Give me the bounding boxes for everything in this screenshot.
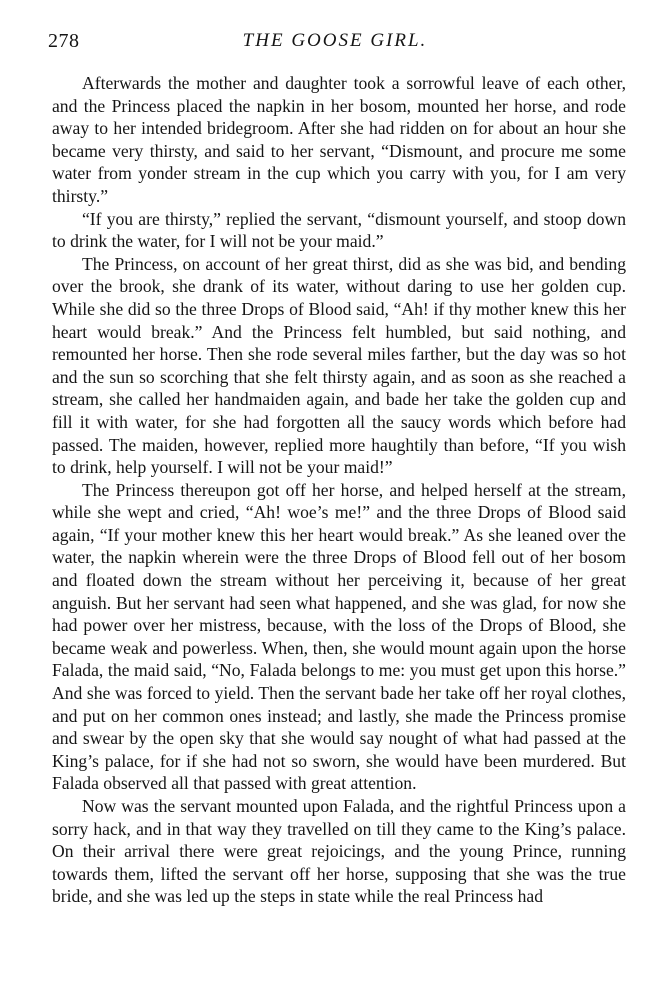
paragraph: “If you are thirsty,” replied the servant, “dismount yourself, and stoop down to drink the water, for I will not be your maid.” xyxy=(52,208,626,252)
paragraph: The Princess, on account of her great thirst, did as she was bid, and bending over the brook, she drank of its water, without daring to use her golden cup. While she did so the three Drops of Blood said, “Ah! if thy mother knew this her heart would break.” And the Princess felt humbled, but said nothing, and remounted her horse. Then she rode several miles farther, but the day was so hot and the sun so scorching that she felt thirsty again, and as soon as she reached a stream, she called her handmaiden again, and bade her take the golden cup and fill it with water, for she had forgotten all the saucy words which before had passed. The maiden, however, replied more haughtily than before, “If you wish to drink, help yourself. I will not be your maid!” xyxy=(52,253,626,478)
paragraph: Afterwards the mother and daughter took a sorrowful leave of each other, and the Princess placed the napkin in her bosom, mounted her horse, and rode away to her intended bridegroom. After she had ridden on for about an hour she became very thirsty, and said to her servant, “Dismount, and procure me some water from yonder stream in the cup which you carry with you, for I am very thirsty.” xyxy=(52,73,626,206)
body-text xyxy=(52,72,626,908)
paragraph: Now was the servant mounted upon Falada, and the rightful Princess upon a sorry hack, and in that way they travelled on till they came to the King’s palace. On their arrival there were great rejoicings, and the young Prince, running towards them, lifted the servant off her horse, supposing that she was the true bride, and she was led up the steps in state while the real Princess had xyxy=(52,796,626,907)
page-number: 278 xyxy=(48,30,80,52)
paragraph: The Princess thereupon got off her horse, and helped herself at the stream, while she wept and cried, “Ah! woe’s me!” and the three Drops of Blood said again, “If your mother knew this her heart would break.” As she leaned over the water, the napkin wherein were the three Drops of Blood fell out of her bosom and floated down the stream without her perceiving it, because of her great anguish. But her servant had seen what happened, and she was glad, for now she had power over her mistress, because, with the loss of the Drops of Blood, she became weak and powerless. When, then, she would mount again upon the horse Falada, the maid said, “No, Falada belongs to me: you must get upon this horse.” And she was forced to yield. Then the servant bade her take off her royal clothes, and put on her common ones instead; and lastly, she made the Princess promise and swear by the open sky that she would say nought of what had passed at the King’s palace, for if she had not so sworn, she would have been murdered. But Falada observed all that passed with great attention. xyxy=(52,479,626,794)
page-header xyxy=(48,30,622,60)
running-title: THE GOOSE GIRL. xyxy=(242,30,428,51)
